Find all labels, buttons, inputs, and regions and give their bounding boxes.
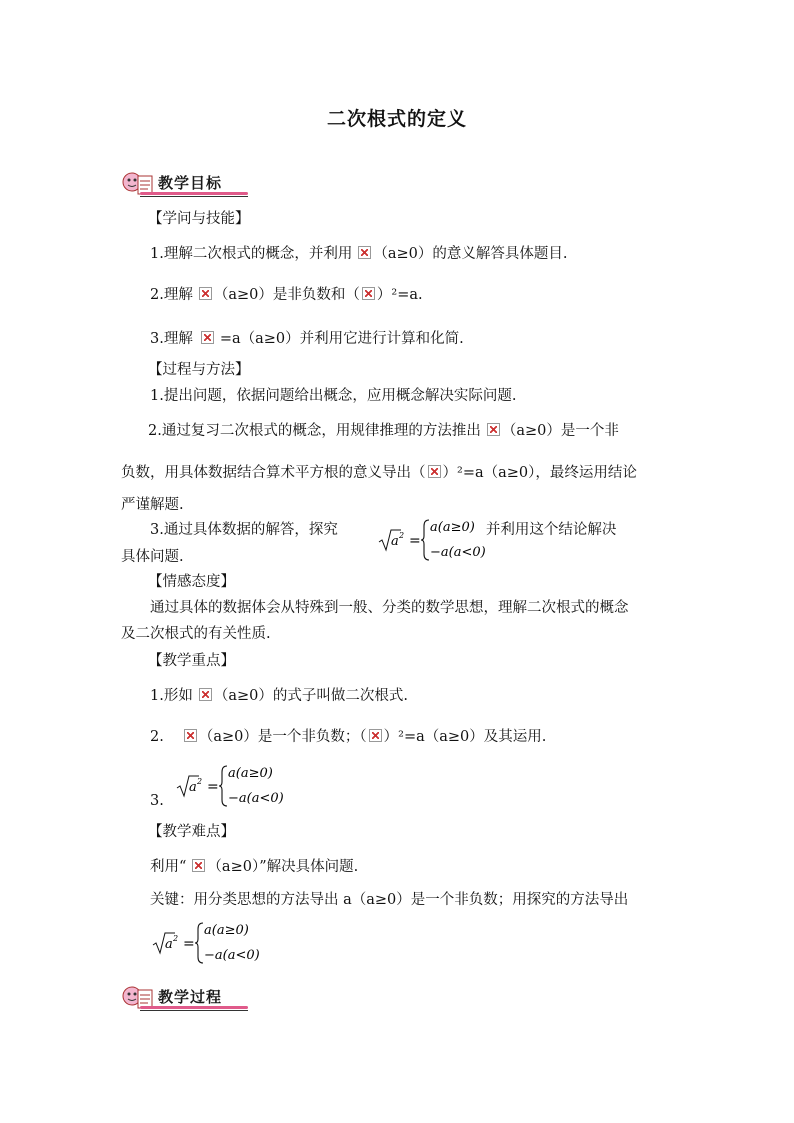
piecewise-formula [151, 917, 281, 971]
method-item-1: 1.提出问题，依据问题给出概念，应用概念解决实际问题. [150, 388, 517, 404]
heading-method: 【过程与方法】 [148, 362, 250, 378]
page-title: 二次根式的定义 [326, 108, 467, 130]
svg-text:2: 2 [173, 934, 179, 943]
key-item-3: 3. [150, 793, 164, 809]
heading-attitude: 【情感态度】 [148, 574, 235, 590]
svg-text:2: 2 [197, 777, 203, 786]
section-label: 教学目标 [158, 174, 223, 192]
svg-text:=: = [409, 533, 421, 549]
svg-text:−a(a<0): −a(a<0) [204, 948, 260, 963]
svg-text:a: a [189, 780, 197, 795]
broken-image-icon [199, 688, 212, 701]
broken-image-icon [358, 246, 371, 259]
heading-difficult: 【教学难点】 [148, 824, 235, 840]
svg-text:a: a [391, 534, 399, 549]
svg-text:2: 2 [399, 531, 405, 540]
broken-image-icon [369, 729, 382, 742]
svg-text:a(a≥0): a(a≥0) [204, 923, 249, 938]
broken-image-icon [487, 423, 500, 436]
heading-knowledge: 【学问与技能】 [148, 211, 250, 227]
method-item-2-cont: 负数，用具体数据结合算术平方根的意义导出（ ）²=a（a≥0），最终运用结论 [121, 465, 637, 481]
broken-image-icon [428, 465, 441, 478]
method-item-3-cont: 具体问题. [121, 549, 184, 565]
section-badge-objectives [120, 170, 250, 200]
svg-text:=: = [207, 779, 219, 795]
section-underline [140, 192, 248, 195]
key-item-1: 1.形如 （a≥0）的式子叫做二次根式. [150, 688, 408, 704]
piecewise-formula [175, 760, 305, 814]
svg-text:a: a [165, 937, 173, 952]
section-label: 教学过程 [158, 988, 223, 1006]
svg-text:a(a≥0): a(a≥0) [430, 520, 475, 535]
difficult-item-1: 利用“ （a≥0）”解决具体问题. [150, 859, 359, 875]
broken-image-icon [201, 331, 214, 344]
method-item-3: 3.通过具体数据的解答，探究 并利用这个结论解决 [150, 522, 617, 538]
svg-text:=: = [183, 936, 195, 952]
knowledge-item-2: 2.理解 （a≥0）是非负数和（ ）²=a. [150, 287, 423, 303]
section-underline-thin [140, 196, 248, 197]
broken-image-icon [184, 729, 197, 742]
method-item-2-end: 严谨解题. [121, 497, 184, 513]
heading-key: 【教学重点】 [148, 653, 235, 669]
attitude-text-2: 及二次根式的有关性质. [121, 626, 271, 642]
svg-text:−a(a<0): −a(a<0) [228, 791, 284, 806]
difficult-item-2: 关键：用分类思想的方法导出 a（a≥0）是一个非负数；用探究的方法导出 [150, 892, 629, 908]
svg-text:−a(a<0): −a(a<0) [430, 545, 486, 560]
knowledge-item-3: 3.理解 =a（a≥0）并利用它进行计算和化简. [150, 331, 464, 347]
section-underline-thin [140, 1010, 248, 1011]
key-item-2: 2. （a≥0）是一个非负数；（ ）²=a（a≥0）及其运用. [150, 729, 547, 745]
method-item-2: 2.通过复习二次根式的概念，用规律推理的方法推出 （a≥0）是一个非 [148, 423, 619, 439]
attitude-text-1: 通过具体的数据体会从特殊到一般、分类的数学思想，理解二次根式的概念 [150, 600, 629, 616]
section-badge-process [120, 984, 250, 1014]
svg-text:a(a≥0): a(a≥0) [228, 766, 273, 781]
broken-image-icon [199, 287, 212, 300]
broken-image-icon [192, 859, 205, 872]
piecewise-formula [377, 514, 507, 568]
section-underline [140, 1006, 248, 1009]
knowledge-item-1: 1.理解二次根式的概念，并利用 （a≥0）的意义解答具体题目. [150, 246, 568, 262]
broken-image-icon [362, 287, 375, 300]
